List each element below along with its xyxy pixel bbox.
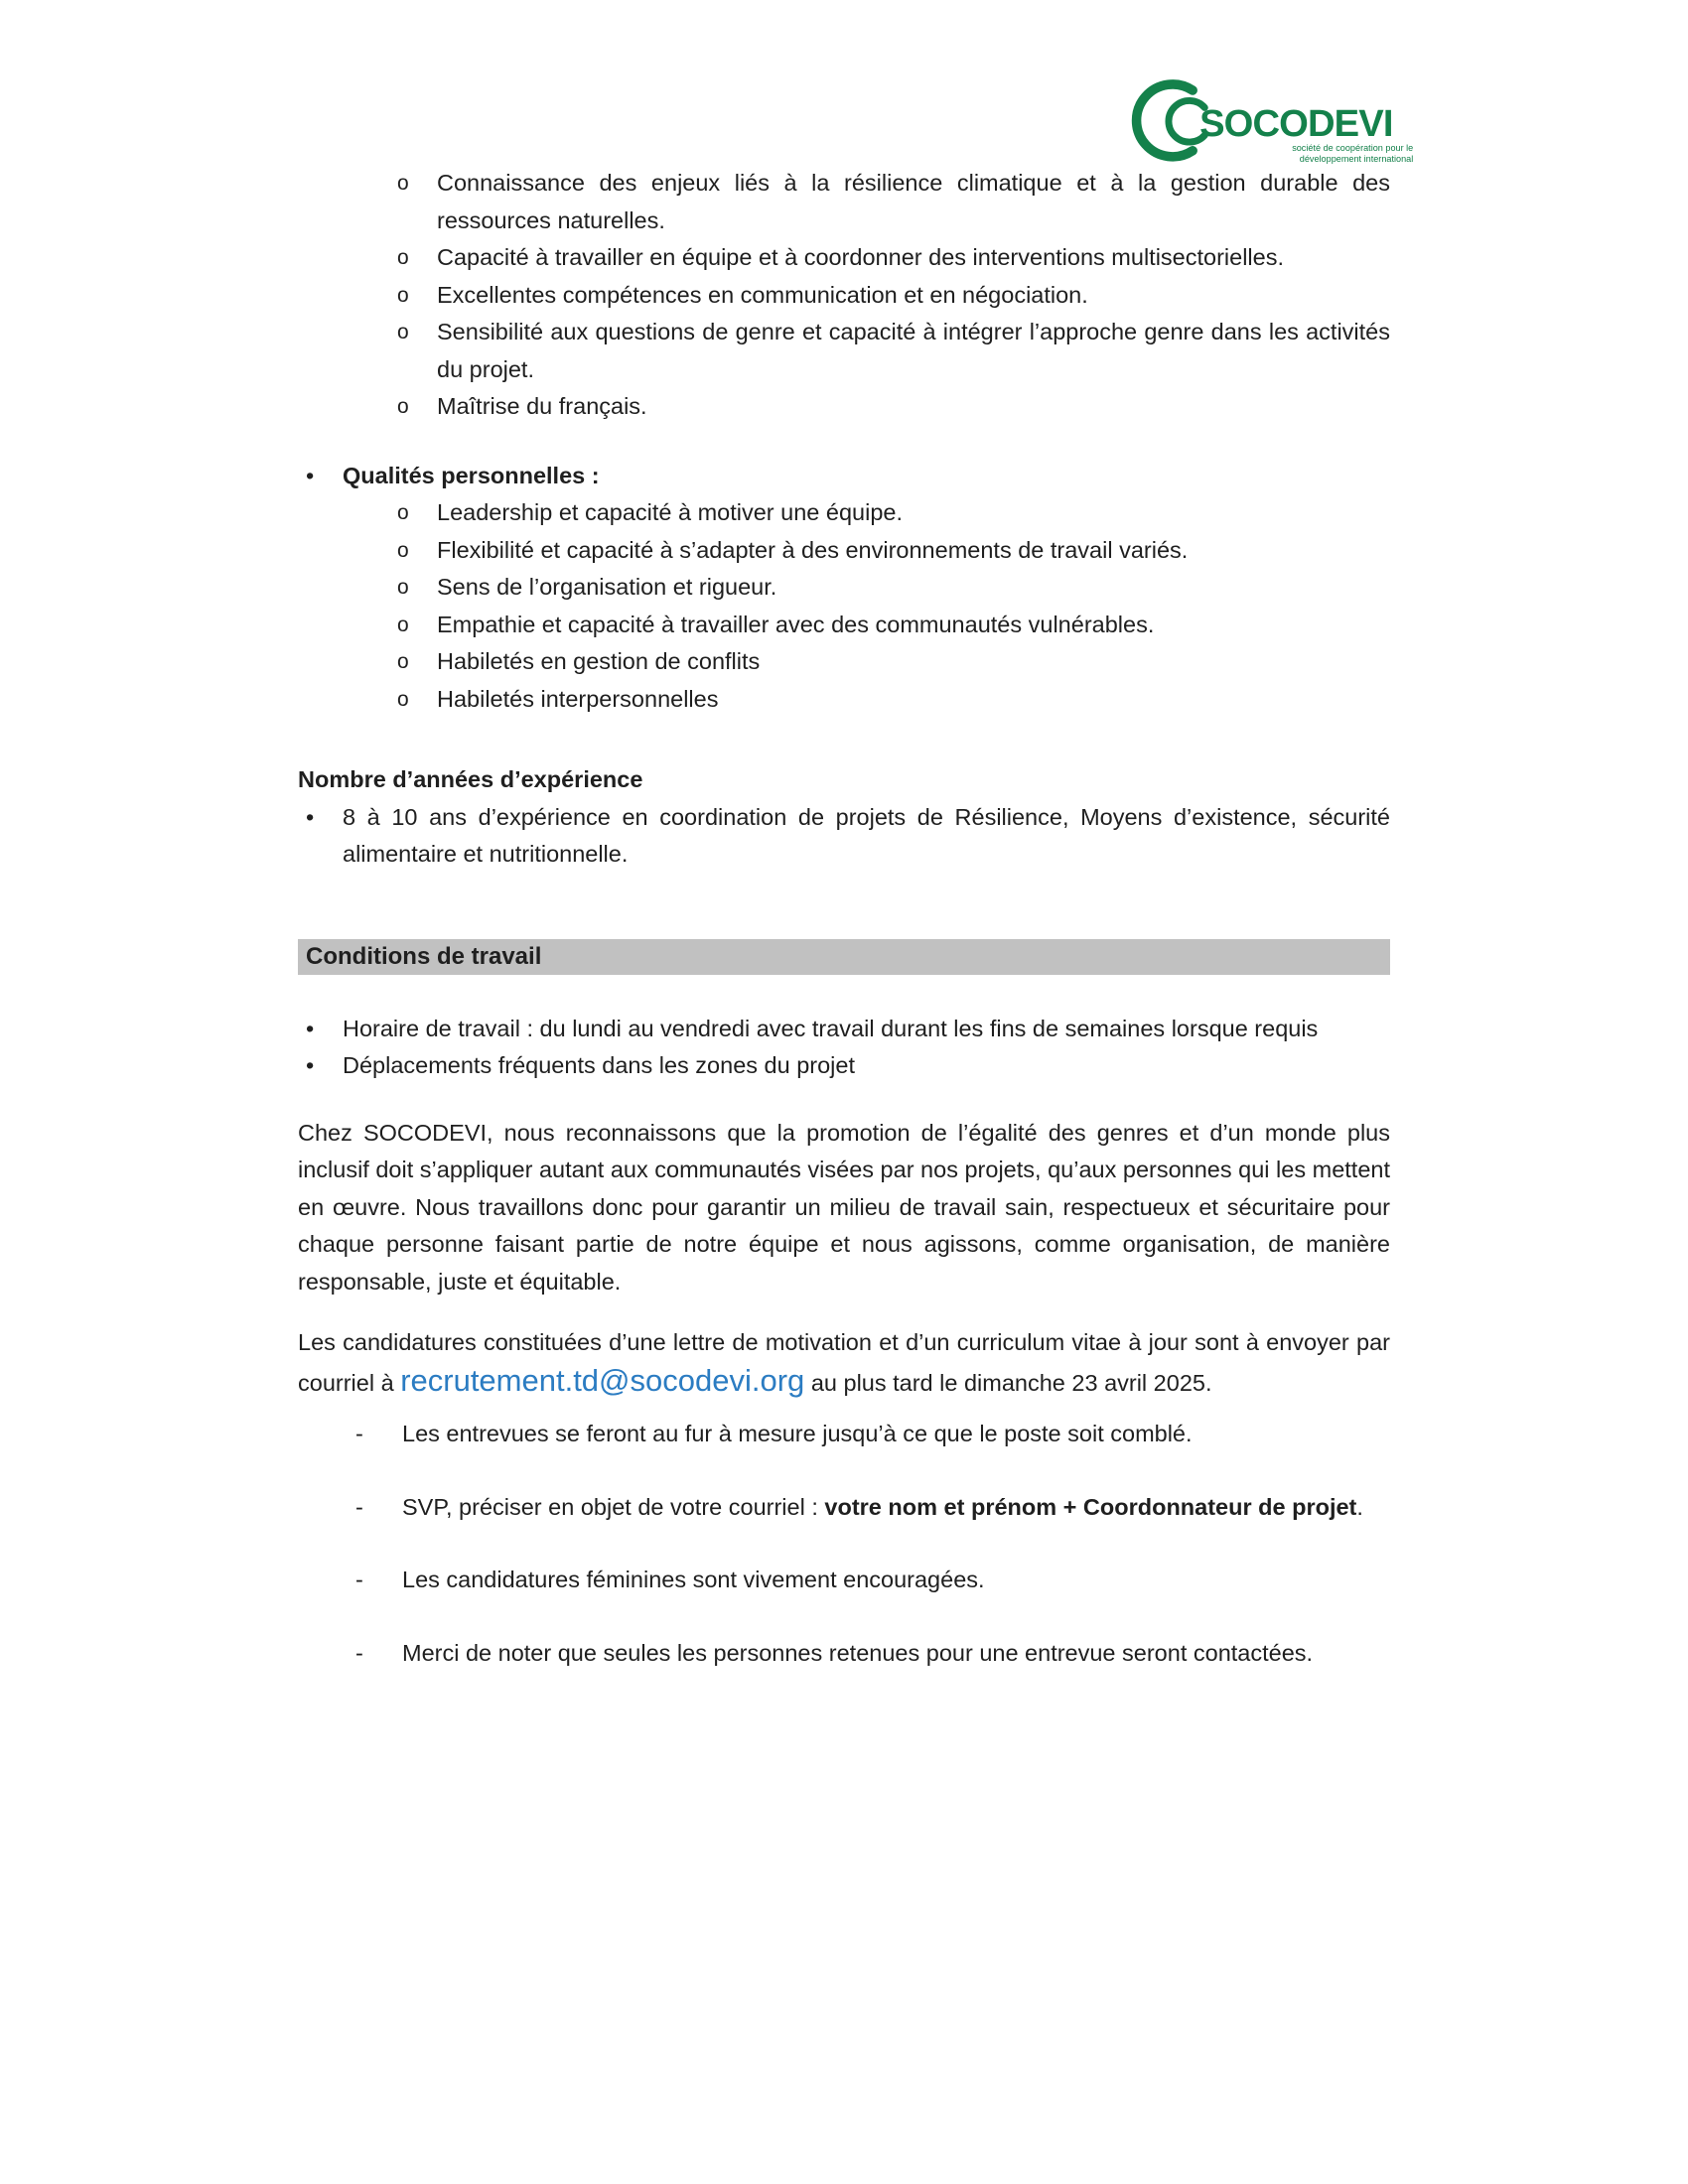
list-item-text: Empathie et capacité à travailler avec des communautés vulnérables. <box>437 611 1155 637</box>
circle-bullet-marker: o <box>397 538 409 562</box>
list-item <box>298 277 1390 315</box>
svp-text-bold: votre nom et prénom + Coordonnateur de projet <box>824 1493 1357 1520</box>
logo-outer-crescent-icon <box>1137 84 1194 157</box>
circle-bullet-marker: o <box>397 246 409 269</box>
disc-bullet-marker: • <box>306 462 315 488</box>
list-item <box>298 494 1390 532</box>
list-item-text: Capacité à travailler en équipe et à coordonner des interventions multisectorielles. <box>437 244 1284 270</box>
list-item <box>298 1489 1390 1527</box>
application-paragraph <box>298 1324 1390 1402</box>
list-item <box>298 239 1390 277</box>
list-item-text: Sensibilité aux questions de genre et capacité à intégrer l’approche genre dans les activités du projet. <box>437 319 1390 382</box>
list-item <box>298 681 1390 719</box>
conditions-heading-bar: Conditions de travail <box>298 939 1390 975</box>
conditions-bullet-list <box>298 1011 1390 1085</box>
dash-marker: - <box>355 1639 363 1666</box>
circle-bullet-marker: o <box>397 613 409 636</box>
inclusion-paragraph: Chez SOCODEVI, nous reconnaissons que la promotion de l’égalité des genres et d’un monde plus inclusif doit s’appliquer autant aux communautés visées par nos projets, qu’aux personnes qui les mettent en œuvre. Nous travaillons donc pour garantir un milieu de travail sain, respectueux et sécuritaire pour chaque personne faisant partie de notre équipe et nous agissons, comme organisation, de manière responsable, juste et équitable. <box>298 1119 1390 1295</box>
skills-bullet-list <box>298 165 1390 426</box>
list-item-text: Merci de noter que seules les personnes retenues pour une entrevue seront contactées. <box>402 1639 1314 1666</box>
list-item <box>298 1047 1390 1085</box>
list-item <box>298 1562 1390 1599</box>
logo-brand-text: SOCODEVI <box>1199 102 1393 146</box>
list-item <box>298 1635 1390 1673</box>
list-item-text <box>402 1489 1390 1527</box>
list-item-text: Flexibilité et capacité à s’adapter à des environnements de travail variés. <box>437 536 1189 563</box>
list-item-text: 8 à 10 ans d’expérience en coordination de projets de Résilience, Moyens d’existence, sécurité alimentaire et nutritionnelle. <box>343 803 1390 867</box>
list-item-text: Excellentes compétences en communication et en négociation. <box>437 281 1088 308</box>
list-item-text: Habiletés interpersonnelles <box>437 685 719 712</box>
list-item <box>298 1416 1390 1453</box>
list-item <box>298 569 1390 607</box>
logo-tagline-line1: société de coopération pour le <box>1292 142 1414 153</box>
list-item-text: Les candidatures féminines sont vivement encouragées. <box>402 1567 985 1592</box>
experience-heading: Nombre d’années d’expérience <box>298 766 643 792</box>
circle-bullet-marker: o <box>397 321 409 343</box>
logo-tagline-line2: développement international <box>1299 154 1414 165</box>
dash-marker: - <box>355 1493 363 1520</box>
document-content <box>298 165 1390 1672</box>
disc-bullet-marker: • <box>306 1015 315 1041</box>
list-item <box>298 607 1390 644</box>
circle-bullet-marker: o <box>397 395 409 418</box>
list-item-text: Les entrevues se feront au fur à mesure jusqu’à ce que le poste soit comblé. <box>402 1421 1193 1446</box>
disc-bullet-marker: • <box>306 803 315 830</box>
dash-marker: - <box>355 1567 363 1592</box>
list-item <box>298 799 1390 874</box>
list-item-text: Connaissance des enjeux liés à la résilience climatique et à la gestion durable des ressources naturelles. <box>437 170 1390 233</box>
qualities-heading-text: Qualités personnelles : <box>343 462 600 488</box>
list-item <box>298 532 1390 570</box>
svp-text-prefix: SVP, préciser en objet de votre courriel : <box>402 1493 825 1520</box>
list-item-text: Horaire de travail : du lundi au vendredi avec travail durant les fins de semaines lorsque requis <box>343 1015 1319 1041</box>
circle-bullet-marker: o <box>397 172 409 195</box>
list-item <box>298 314 1390 388</box>
circle-bullet-marker: o <box>397 687 409 711</box>
circle-bullet-marker: o <box>397 576 409 599</box>
list-item-text: Maîtrise du français. <box>437 393 647 419</box>
qualities-heading-item <box>298 458 1390 495</box>
list-item <box>298 388 1390 426</box>
list-item-text: Leadership et capacité à motiver une équipe. <box>437 499 904 525</box>
circle-bullet-marker: o <box>397 283 409 307</box>
experience-section <box>298 761 1390 874</box>
list-item-text: Habiletés en gestion de conflits <box>437 648 761 674</box>
email-link[interactable]: recrutement.td@socodevi.org <box>400 1362 805 1398</box>
dash-marker: - <box>355 1421 363 1446</box>
qualities-section <box>298 458 1390 719</box>
svp-text-suffix: . <box>1356 1493 1363 1520</box>
list-item-text: Déplacements fréquents dans les zones du projet <box>343 1052 856 1078</box>
circle-bullet-marker: o <box>397 501 409 524</box>
disc-bullet-marker: • <box>306 1052 315 1078</box>
list-item <box>298 1011 1390 1048</box>
list-item <box>298 643 1390 681</box>
circle-bullet-marker: o <box>397 650 409 673</box>
notes-list <box>298 1416 1390 1672</box>
list-item <box>298 165 1390 239</box>
list-item-text: Sens de l’organisation et rigueur. <box>437 574 777 600</box>
application-text-after: au plus tard le dimanche 23 avril 2025. <box>804 1369 1212 1396</box>
application-text-before: Les candidatures constituées d’une lettre de motivation et d’un curriculum vitae à jour sont à envoyer par courriel à <box>298 1329 1390 1396</box>
socodevi-logo <box>1122 77 1415 169</box>
